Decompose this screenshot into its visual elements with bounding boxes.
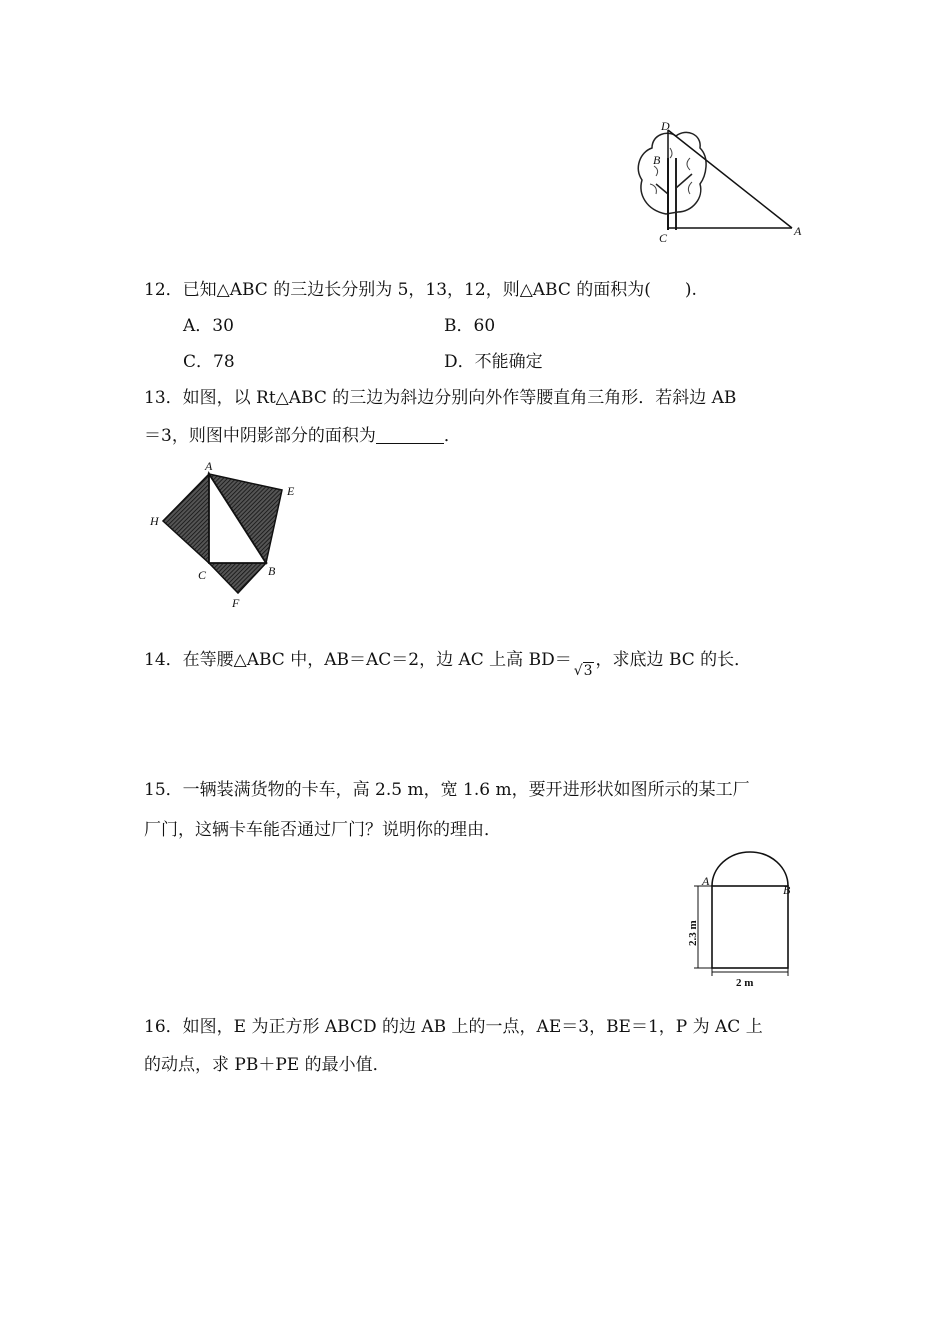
gate-arch	[712, 852, 788, 886]
q13-answer-blank[interactable]	[376, 427, 444, 444]
q15-gate-figure	[684, 848, 804, 990]
q14-stem: 14．在等腰△ABC 中，AB＝AC＝2，边 AC 上高 BD＝√3，求底边 BC 的长．	[144, 648, 751, 673]
q13-stem-line2: ＝3，则图中阴影部分的面积为 ．	[144, 426, 461, 446]
width-label: 2 m	[736, 977, 754, 989]
q14-number: 14．	[144, 650, 183, 670]
height-label: 2.3 m	[687, 920, 699, 946]
shaded-triangle-ahc	[163, 474, 209, 563]
q12-option-b[interactable]: B．60	[444, 316, 496, 336]
q16-stem-line1: 16．如图，E 为正方形 ABCD 的边 AB 上的一点，AE＝3，BE＝1，P 为 AC 上	[144, 1017, 763, 1037]
label-c: C	[198, 568, 207, 582]
q13-figure	[140, 455, 330, 615]
gate-rectangle	[712, 886, 788, 968]
label-d: D	[661, 119, 670, 133]
q16-stem-line2: 的动点，求 PB＋PE 的最小值．	[144, 1055, 390, 1075]
q12-option-d[interactable]: D．不能确定	[444, 352, 543, 372]
label-e: E	[287, 484, 295, 498]
label-b: B	[653, 153, 661, 167]
tree-foliage	[638, 132, 706, 214]
q12-close: ).	[684, 280, 697, 300]
q16-number: 16．	[144, 1017, 183, 1037]
q12-number: 12．	[144, 280, 183, 300]
q15-number: 15．	[144, 780, 183, 800]
q12-text: 已知△ABC 的三边长分别为 5，13，12，则△ABC 的面积为(	[182, 280, 651, 300]
label-c: C	[659, 231, 668, 245]
q12-option-a[interactable]: A．30	[183, 316, 234, 336]
label-h: H	[150, 514, 159, 528]
shaded-triangle-cfb	[209, 563, 266, 593]
q12-option-c[interactable]: C．78	[183, 352, 235, 372]
label-a: A	[702, 874, 710, 888]
q15-stem-line1: 15．一辆装满货物的卡车，高 2.5 m，宽 1.6 m，要开进形状如图所示的某工厂	[144, 780, 750, 800]
label-f: F	[232, 596, 240, 610]
q13-stem-line1: 13．如图，以 Rt△ABC 的三边为斜边分别向外作等腰直角三角形．若斜边 AB	[144, 388, 737, 408]
q13-number: 13．	[144, 388, 183, 408]
q12-stem	[144, 278, 697, 302]
tree-triangle-figure	[630, 118, 810, 248]
q15-stem-line2: 厂门，这辆卡车能否通过厂门？说明你的理由．	[144, 820, 501, 840]
label-b: B	[783, 883, 791, 897]
sqrt-expression: √3	[573, 663, 593, 679]
label-a: A	[794, 224, 802, 238]
label-a: A	[205, 459, 213, 473]
label-b: B	[268, 564, 276, 578]
